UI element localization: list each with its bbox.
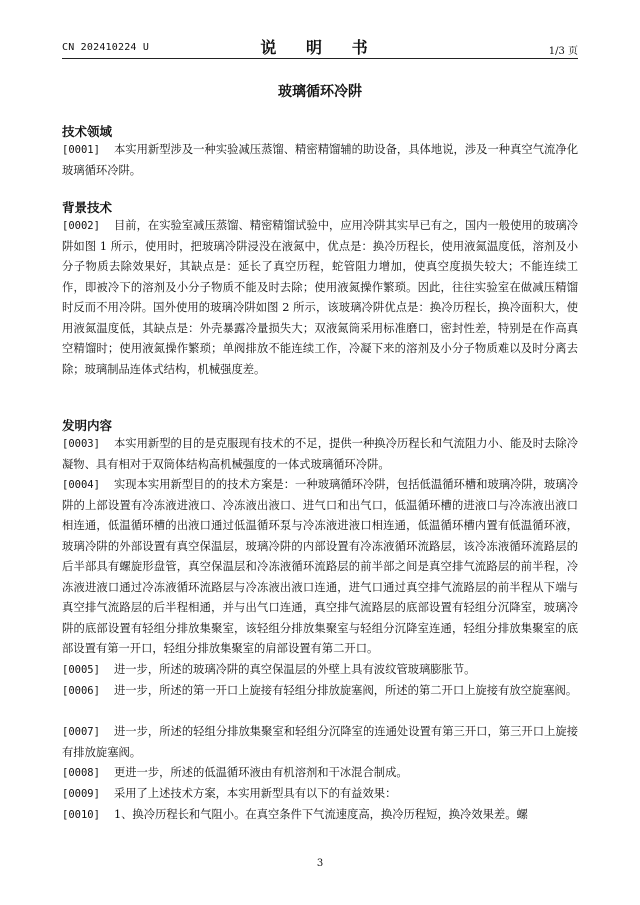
paragraph-number: [0004] [62, 479, 100, 491]
paragraph-number: [0010] [62, 809, 100, 821]
paragraph-0009 [62, 784, 578, 805]
paragraph-text: 进一步，所述的第一开口上旋接有轻组分排放旋塞阀，所述的第二开口上旋接有放空旋塞阀。 [113, 684, 578, 697]
paragraph-number: [0003] [62, 438, 100, 450]
paragraph-0001 [62, 140, 578, 181]
page-number: 3 [316, 858, 324, 869]
section-heading-background: 背景技术 [62, 200, 113, 215]
paragraph-number: [0007] [62, 726, 100, 738]
publication-number: CN 202410224 U [62, 42, 150, 53]
paragraph-0010 [62, 805, 578, 826]
paragraph-text: 1、换冷历程长和气阻小。在真空条件下气流速度高，换冷历程短，换冷效果差。螺 [113, 808, 528, 821]
section-heading-technical-field: 技术领域 [62, 124, 113, 139]
paragraph-text: 本实用新型的目的是克服现有技术的不足，提供一种换冷历程长和气流阻力小、能及时去除冷凝物、具有相对于双筒体结构高机械强度的一体式玻璃循环冷阱。 [62, 437, 578, 471]
paragraph-text: 本实用新型涉及一种实验减压蒸馏、精密精馏辅的助设备，具体地说，涉及一种真空气流净化玻璃循环冷阱。 [62, 143, 578, 177]
paragraph-text: 更进一步，所述的低温循环液由有机溶剂和干冰混合制成。 [113, 766, 408, 779]
page-indicator: 1/3 页 [548, 46, 578, 57]
paragraph-text: 实现本实用新型目的的技术方案是：一种玻璃循环冷阱，包括低温循环槽和玻璃冷阱，玻璃冷阱的上部设置有冷冻液进液口、冷冻液出液口、进气口和出气口，低温循环槽的进液口与冷冻液出液口相连通，低温循环槽的出液口通过低温循环泵与冷冻液进液口相连通，低温循环槽内置有低温循环液，玻璃冷阱的外部设置有真空保温层，玻璃冷阱的内部设置有冷冻液循环流路层，该冷冻液循环流路层的后半部具有螺旋形盘管，真空保温层和冷冻液循环流路层的前半部之间是真空排气流路层的前半程，冷冻液进液口通过冷冻液循环流路层与冷冻液出液口连通，进气口通过真空排气流路层的前半程从下端与真空排气流路层的后半程相通，并与出气口连通，真空排气流路层的底部设置有轻组分沉降室，玻璃冷阱的底部设置有轻组分排放集聚室，该轻组分排放集聚室与轻组分沉降室连通，轻组分排放集聚室的底部设置有第一开口，轻组分排放集聚室的肩部设置有第二开口。 [62, 478, 578, 655]
paragraph-0005 [62, 660, 578, 681]
paragraph-text: 采用了上述技术方案，本实用新型具有以下的有益效果： [113, 787, 397, 800]
paragraph-text: 目前，在实验室减压蒸馏、精密精馏试验中，应用冷阱其实早已有之，国内一般使用的玻璃冷阱如图 1 所示，使用时，把玻璃冷阱浸没在液氮中，优点是：换冷历程长，使用液氮温度低，溶剂及小分子物质去除效果好，其缺点是：延长了真空历程，蛇管阻力增加，使真空度损失较大；不能连续工作，即被冷下的溶剂及小分子物质不能及时去除；使用液氮操作繁琐。因此，往往实验室在做减压精馏时反而不用冷阱。国外使用的玻璃冷阱如图 2 所示，该玻璃冷阱优点是：换冷历程长，换冷面积大，使用液氮温度低，其缺点是：外壳暴露冷量损失大；双液氮筒采用标准磨口，密封性差，特别是在作高真空精馏时；使用液氮操作繁琐；单阀排放不能连续工作，冷凝下来的溶剂及小分子物质难以及时分离去除；玻璃制品连体式结构，机械强度差。 [62, 219, 578, 376]
paragraph-number: [0002] [62, 220, 100, 232]
document-type-title: 说 明 书 [260, 38, 380, 57]
paragraph-0003 [62, 434, 578, 475]
paragraph-number: [0001] [62, 144, 100, 156]
paragraph-number: [0005] [62, 664, 100, 676]
paragraph-0006 [62, 681, 578, 702]
section-heading-invention-content: 发明内容 [62, 418, 113, 433]
paragraph-text: 进一步，所述的玻璃冷阱的真空保温层的外壁上具有波纹管玻璃膨胀节。 [113, 663, 476, 676]
paragraph-0004 [62, 475, 578, 660]
page-header [62, 30, 578, 59]
paragraph-number: [0009] [62, 788, 100, 800]
paragraph-0008 [62, 763, 578, 784]
document-title: 玻璃循环冷阱 [278, 84, 362, 100]
paragraph-0007 [62, 722, 578, 763]
paragraph-number: [0008] [62, 767, 100, 779]
paragraph-number: [0006] [62, 685, 100, 697]
paragraph-text: 进一步，所述的轻组分排放集聚室和轻组分沉降室的连通处设置有第三开口，第三开口上旋接有排放旋塞阀。 [62, 725, 578, 759]
paragraph-0002 [62, 216, 578, 380]
